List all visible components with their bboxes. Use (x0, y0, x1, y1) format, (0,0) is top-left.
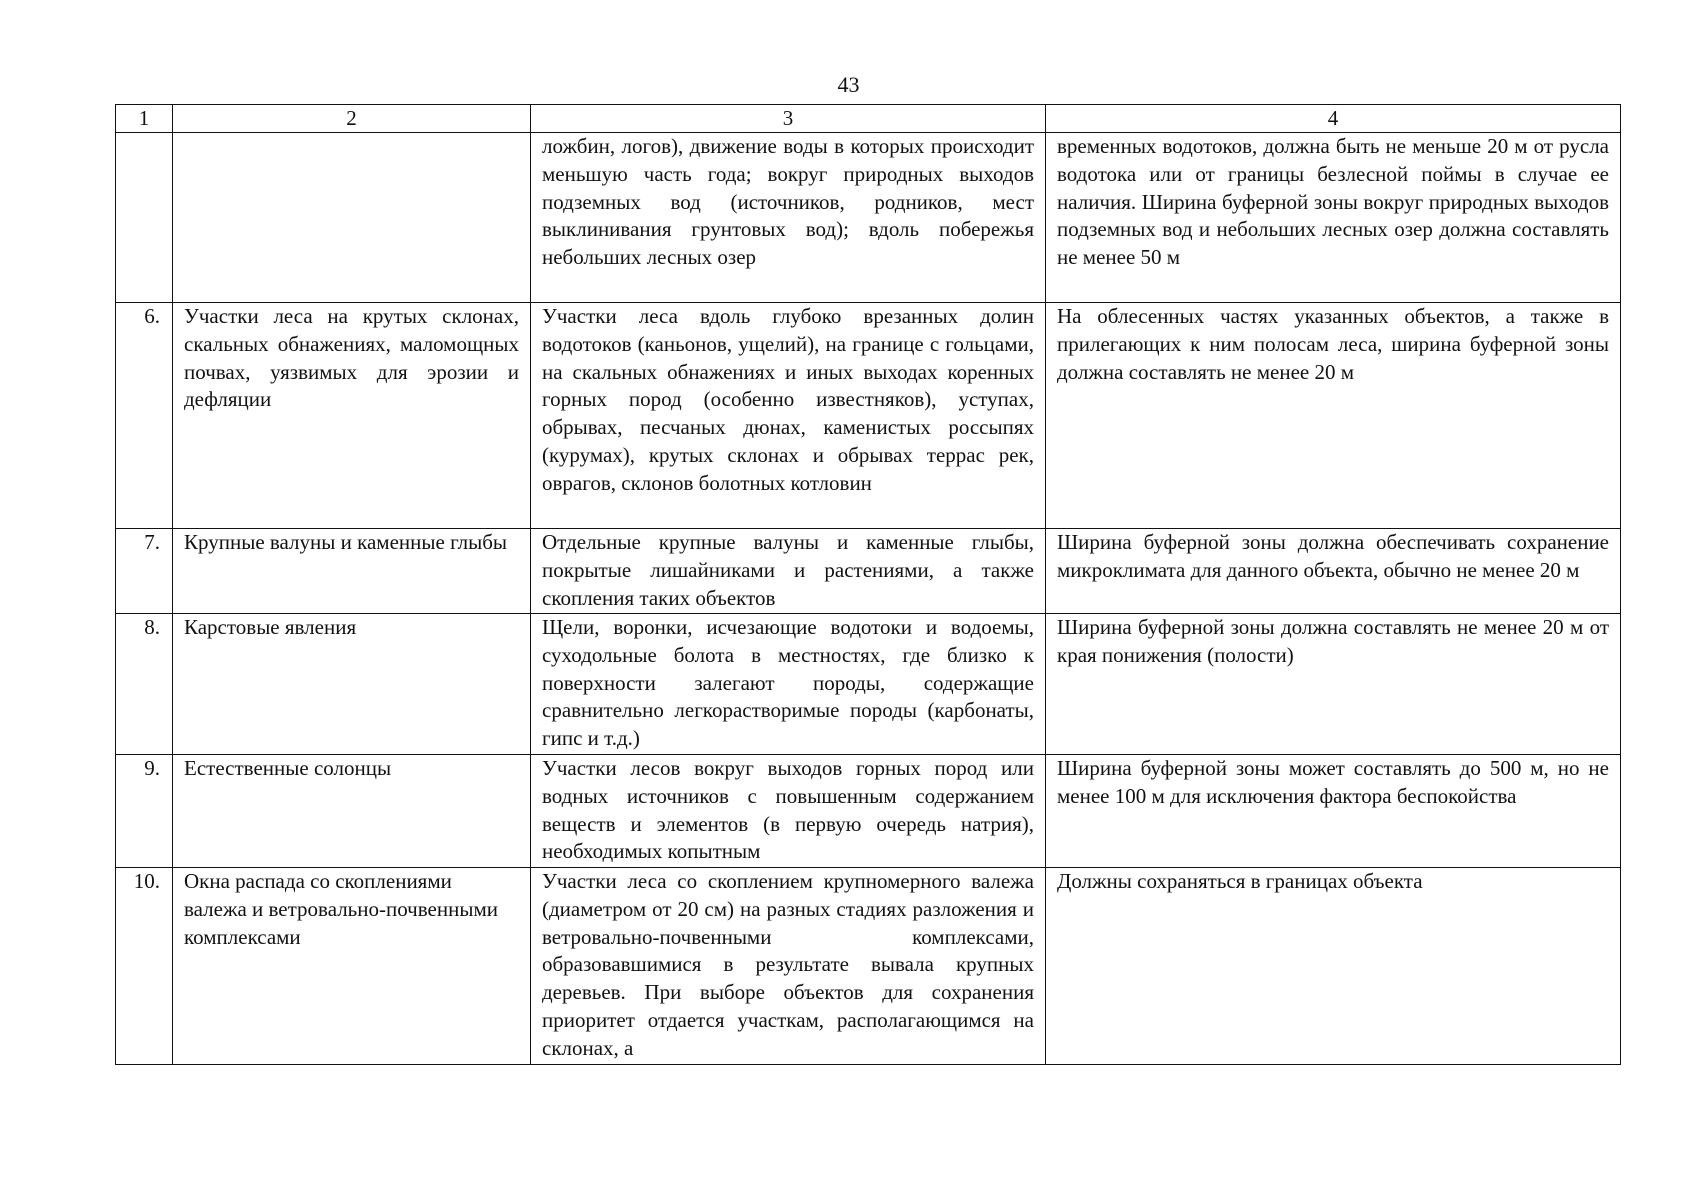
buffer-zone-text: Должны сохраняться в границах объекта (1046, 868, 1621, 1065)
buffer-zone-text: Ширина буферной зоны должна составлять не менее 20 м от края понижения (полости) (1046, 614, 1621, 755)
header-col-4: 4 (1046, 105, 1621, 133)
table-header-row (116, 105, 1621, 133)
object-description: Участки леса вдоль глубоко врезанных долин водотоков (каньонов, ущелий), на границе с гольцами, на скальных обнажениях и иных выходах коренных горных пород (особенно известняков), уступах, обрывах, песчаных дюнах, каменистых россыпях (курумах), крутых склонах и обрывах террас рек, оврагов, склонов болотных котловин (531, 303, 1046, 529)
table-row (116, 755, 1621, 868)
object-description: ложбин, логов), движение воды в которых происходит меньшую часть года; вокруг природных выходов подземных вод (источников, родников, мест выклинивания грунтовых вод); вдоль побережья небольших лесных озер (531, 133, 1046, 303)
data-table (115, 104, 1621, 1065)
object-name: Карстовые явления (173, 614, 531, 755)
page-number: 43 (837, 72, 860, 97)
buffer-zone-text: На облесенных частях указанных объектов, а также в прилегающих к ним полосам леса, ширина буферной зоны должна составлять не менее 20 м (1046, 303, 1621, 529)
table-row (116, 614, 1621, 755)
header-col-3: 3 (531, 105, 1046, 133)
table-row (116, 529, 1621, 614)
row-number: 9. (116, 755, 173, 868)
row-number: 6. (116, 303, 173, 529)
object-name: Участки леса на крутых склонах, скальных обнажениях, маломощных почвах, уязвимых для эрозии и дефляции (173, 303, 531, 529)
object-name: Естественные солонцы (173, 755, 531, 868)
table-row (116, 303, 1621, 529)
row-number: 8. (116, 614, 173, 755)
object-name: Крупные валуны и каменные глыбы (173, 529, 531, 614)
object-name: Окна распада со скоплениями валежа и ветровально-почвенными комплексами (173, 868, 531, 1065)
row-number: 7. (116, 529, 173, 614)
table-row (116, 868, 1621, 1065)
object-description: Отдельные крупные валуны и каменные глыбы, покрытые лишайниками и растениями, а также скопления таких объектов (531, 529, 1046, 614)
object-description: Участки лесов вокруг выходов горных пород или водных источников с повышенным содержанием веществ и элементов (в первую очередь натрия), необходимых копытным (531, 755, 1046, 868)
table-row (116, 133, 1621, 303)
object-name (173, 133, 531, 303)
buffer-zone-text: временных водотоков, должна быть не меньше 20 м от русла водотока или от границы безлесной поймы в случае ее наличия. Ширина буферной зоны вокруг природных выходов подземных вод и небольших лесных озер должна составлять не менее 50 м (1046, 133, 1621, 303)
buffer-zone-text: Ширина буферной зоны должна обеспечивать сохранение микроклимата для данного объекта, обычно не менее 20 м (1046, 529, 1621, 614)
object-description: Щели, воронки, исчезающие водотоки и водоемы, суходольные болота в местностях, где близко к поверхности залегают породы, содержащие сравнительно легкорастворимые породы (карбонаты, гипс и т.д.) (531, 614, 1046, 755)
header-col-1: 1 (116, 105, 173, 133)
buffer-zone-text: Ширина буферной зоны может составлять до 500 м, но не менее 100 м для исключения фактора беспокойства (1046, 755, 1621, 868)
header-col-2: 2 (173, 105, 531, 133)
row-number: 10. (116, 868, 173, 1065)
object-description: Участки леса со скоплением крупномерного валежа (диаметром от 20 см) на разных стадиях разложения и ветровально-почвенными комплексами, образовавшимися в результате вывала крупных деревьев. При выборе объектов для сохранения приоритет отдается участкам, располагающимся на склонах, а (531, 868, 1046, 1065)
row-number (116, 133, 173, 303)
